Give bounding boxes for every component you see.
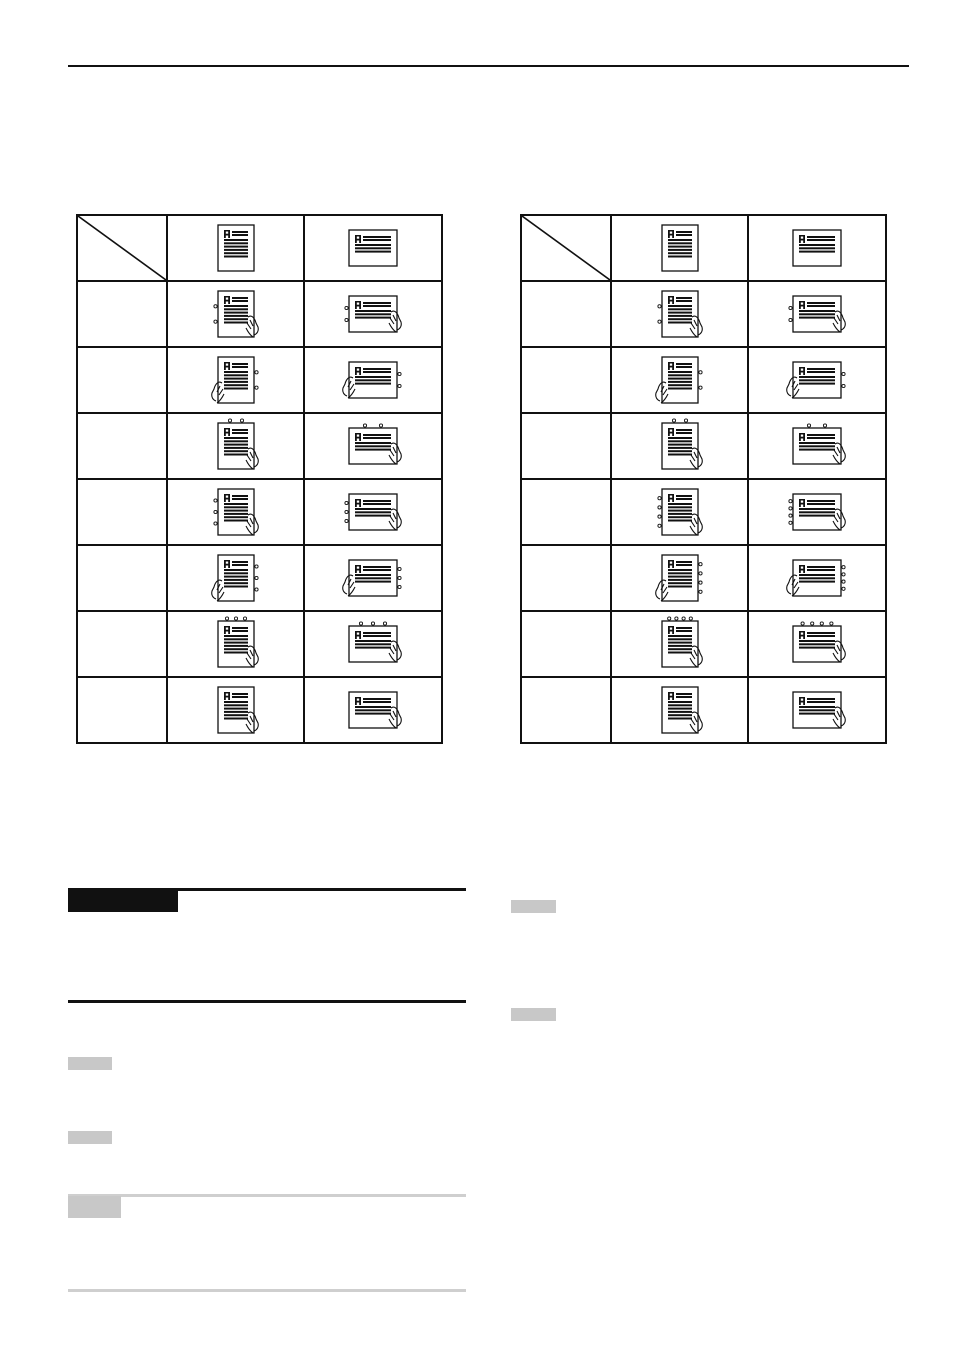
row-label-cell (77, 545, 167, 611)
note-tab (68, 1196, 121, 1218)
table-row (77, 347, 442, 413)
landscape-cell (748, 677, 886, 743)
landscape-cell (748, 545, 886, 611)
landscape-document-icon (318, 220, 428, 276)
landscape-document-icon (762, 418, 872, 474)
portrait-document-icon (181, 682, 291, 738)
landscape-document-icon (762, 352, 872, 408)
landscape-cell (304, 545, 442, 611)
landscape-document-icon (318, 550, 428, 606)
row-label-cell (521, 677, 611, 743)
landscape-cell (748, 281, 886, 347)
portrait-cell (167, 413, 304, 479)
landscape-cell (748, 347, 886, 413)
portrait-cell (611, 413, 748, 479)
portrait-document-icon (625, 682, 735, 738)
step-tab (511, 900, 556, 913)
landscape-document-icon (318, 682, 428, 738)
table-row (521, 281, 886, 347)
portrait-document-icon (625, 616, 735, 672)
portrait-cell (611, 281, 748, 347)
portrait-document-icon (625, 352, 735, 408)
landscape-cell (304, 413, 442, 479)
row-label-cell (521, 413, 611, 479)
table-header-row (521, 215, 886, 281)
landscape-cell (304, 611, 442, 677)
row-label-cell (77, 347, 167, 413)
portrait-cell (611, 479, 748, 545)
table-row (77, 545, 442, 611)
row-label-cell (521, 611, 611, 677)
portrait-cell (611, 611, 748, 677)
landscape-cell (748, 413, 886, 479)
portrait-document-icon (181, 418, 291, 474)
table-row (77, 413, 442, 479)
note-rule-bottom (68, 1289, 466, 1292)
table-header-row (77, 215, 442, 281)
table-row (521, 479, 886, 545)
row-label-cell (77, 281, 167, 347)
portrait-document-icon (181, 484, 291, 540)
portrait-cell (167, 677, 304, 743)
row-label-cell (521, 479, 611, 545)
landscape-document-icon (318, 418, 428, 474)
portrait-document-icon (181, 352, 291, 408)
portrait-cell (167, 281, 304, 347)
portrait-document-icon (181, 286, 291, 342)
portrait-document-icon (181, 220, 291, 276)
portrait-cell (167, 611, 304, 677)
table-row (521, 413, 886, 479)
header-landscape-cell (304, 215, 442, 281)
portrait-cell (611, 677, 748, 743)
punch-orientation-table-left (76, 214, 443, 744)
portrait-cell (611, 347, 748, 413)
landscape-cell (304, 479, 442, 545)
portrait-document-icon (625, 484, 735, 540)
section-rule-bottom (68, 1000, 466, 1003)
landscape-cell (748, 611, 886, 677)
header-portrait-cell (611, 215, 748, 281)
row-label-cell (77, 611, 167, 677)
portrait-document-icon (625, 286, 735, 342)
row-label-cell (521, 347, 611, 413)
landscape-document-icon (762, 550, 872, 606)
punch-orientation-table-right (520, 214, 887, 744)
table-row (521, 347, 886, 413)
row-label-cell (521, 281, 611, 347)
landscape-document-icon (762, 220, 872, 276)
landscape-cell (304, 347, 442, 413)
portrait-document-icon (625, 418, 735, 474)
landscape-document-icon (318, 352, 428, 408)
portrait-document-icon (625, 220, 735, 276)
section-header-bar (68, 890, 178, 912)
step-tab (511, 1008, 556, 1021)
corner-cell (77, 215, 167, 281)
landscape-document-icon (318, 484, 428, 540)
portrait-document-icon (181, 616, 291, 672)
step-tab (68, 1131, 112, 1144)
landscape-document-icon (318, 286, 428, 342)
diagonal-line (522, 216, 610, 280)
landscape-cell (304, 677, 442, 743)
row-label-cell (521, 545, 611, 611)
row-label-cell (77, 479, 167, 545)
landscape-document-icon (762, 484, 872, 540)
header-landscape-cell (748, 215, 886, 281)
portrait-cell (167, 479, 304, 545)
portrait-cell (611, 545, 748, 611)
landscape-document-icon (762, 286, 872, 342)
corner-cell (521, 215, 611, 281)
portrait-cell (167, 545, 304, 611)
table-row (521, 677, 886, 743)
table-row (77, 281, 442, 347)
landscape-document-icon (762, 682, 872, 738)
landscape-cell (748, 479, 886, 545)
portrait-document-icon (625, 550, 735, 606)
note-rule-top (68, 1194, 466, 1197)
landscape-document-icon (762, 616, 872, 672)
landscape-document-icon (318, 616, 428, 672)
table-row (77, 677, 442, 743)
step-tab (68, 1057, 112, 1070)
table-row (521, 611, 886, 677)
diagonal-line (78, 216, 166, 280)
row-label-cell (77, 677, 167, 743)
landscape-cell (304, 281, 442, 347)
portrait-cell (167, 347, 304, 413)
header-portrait-cell (167, 215, 304, 281)
table-row (521, 545, 886, 611)
table-row (77, 479, 442, 545)
table-row (77, 611, 442, 677)
portrait-document-icon (181, 550, 291, 606)
row-label-cell (77, 413, 167, 479)
top-rule (68, 65, 909, 67)
